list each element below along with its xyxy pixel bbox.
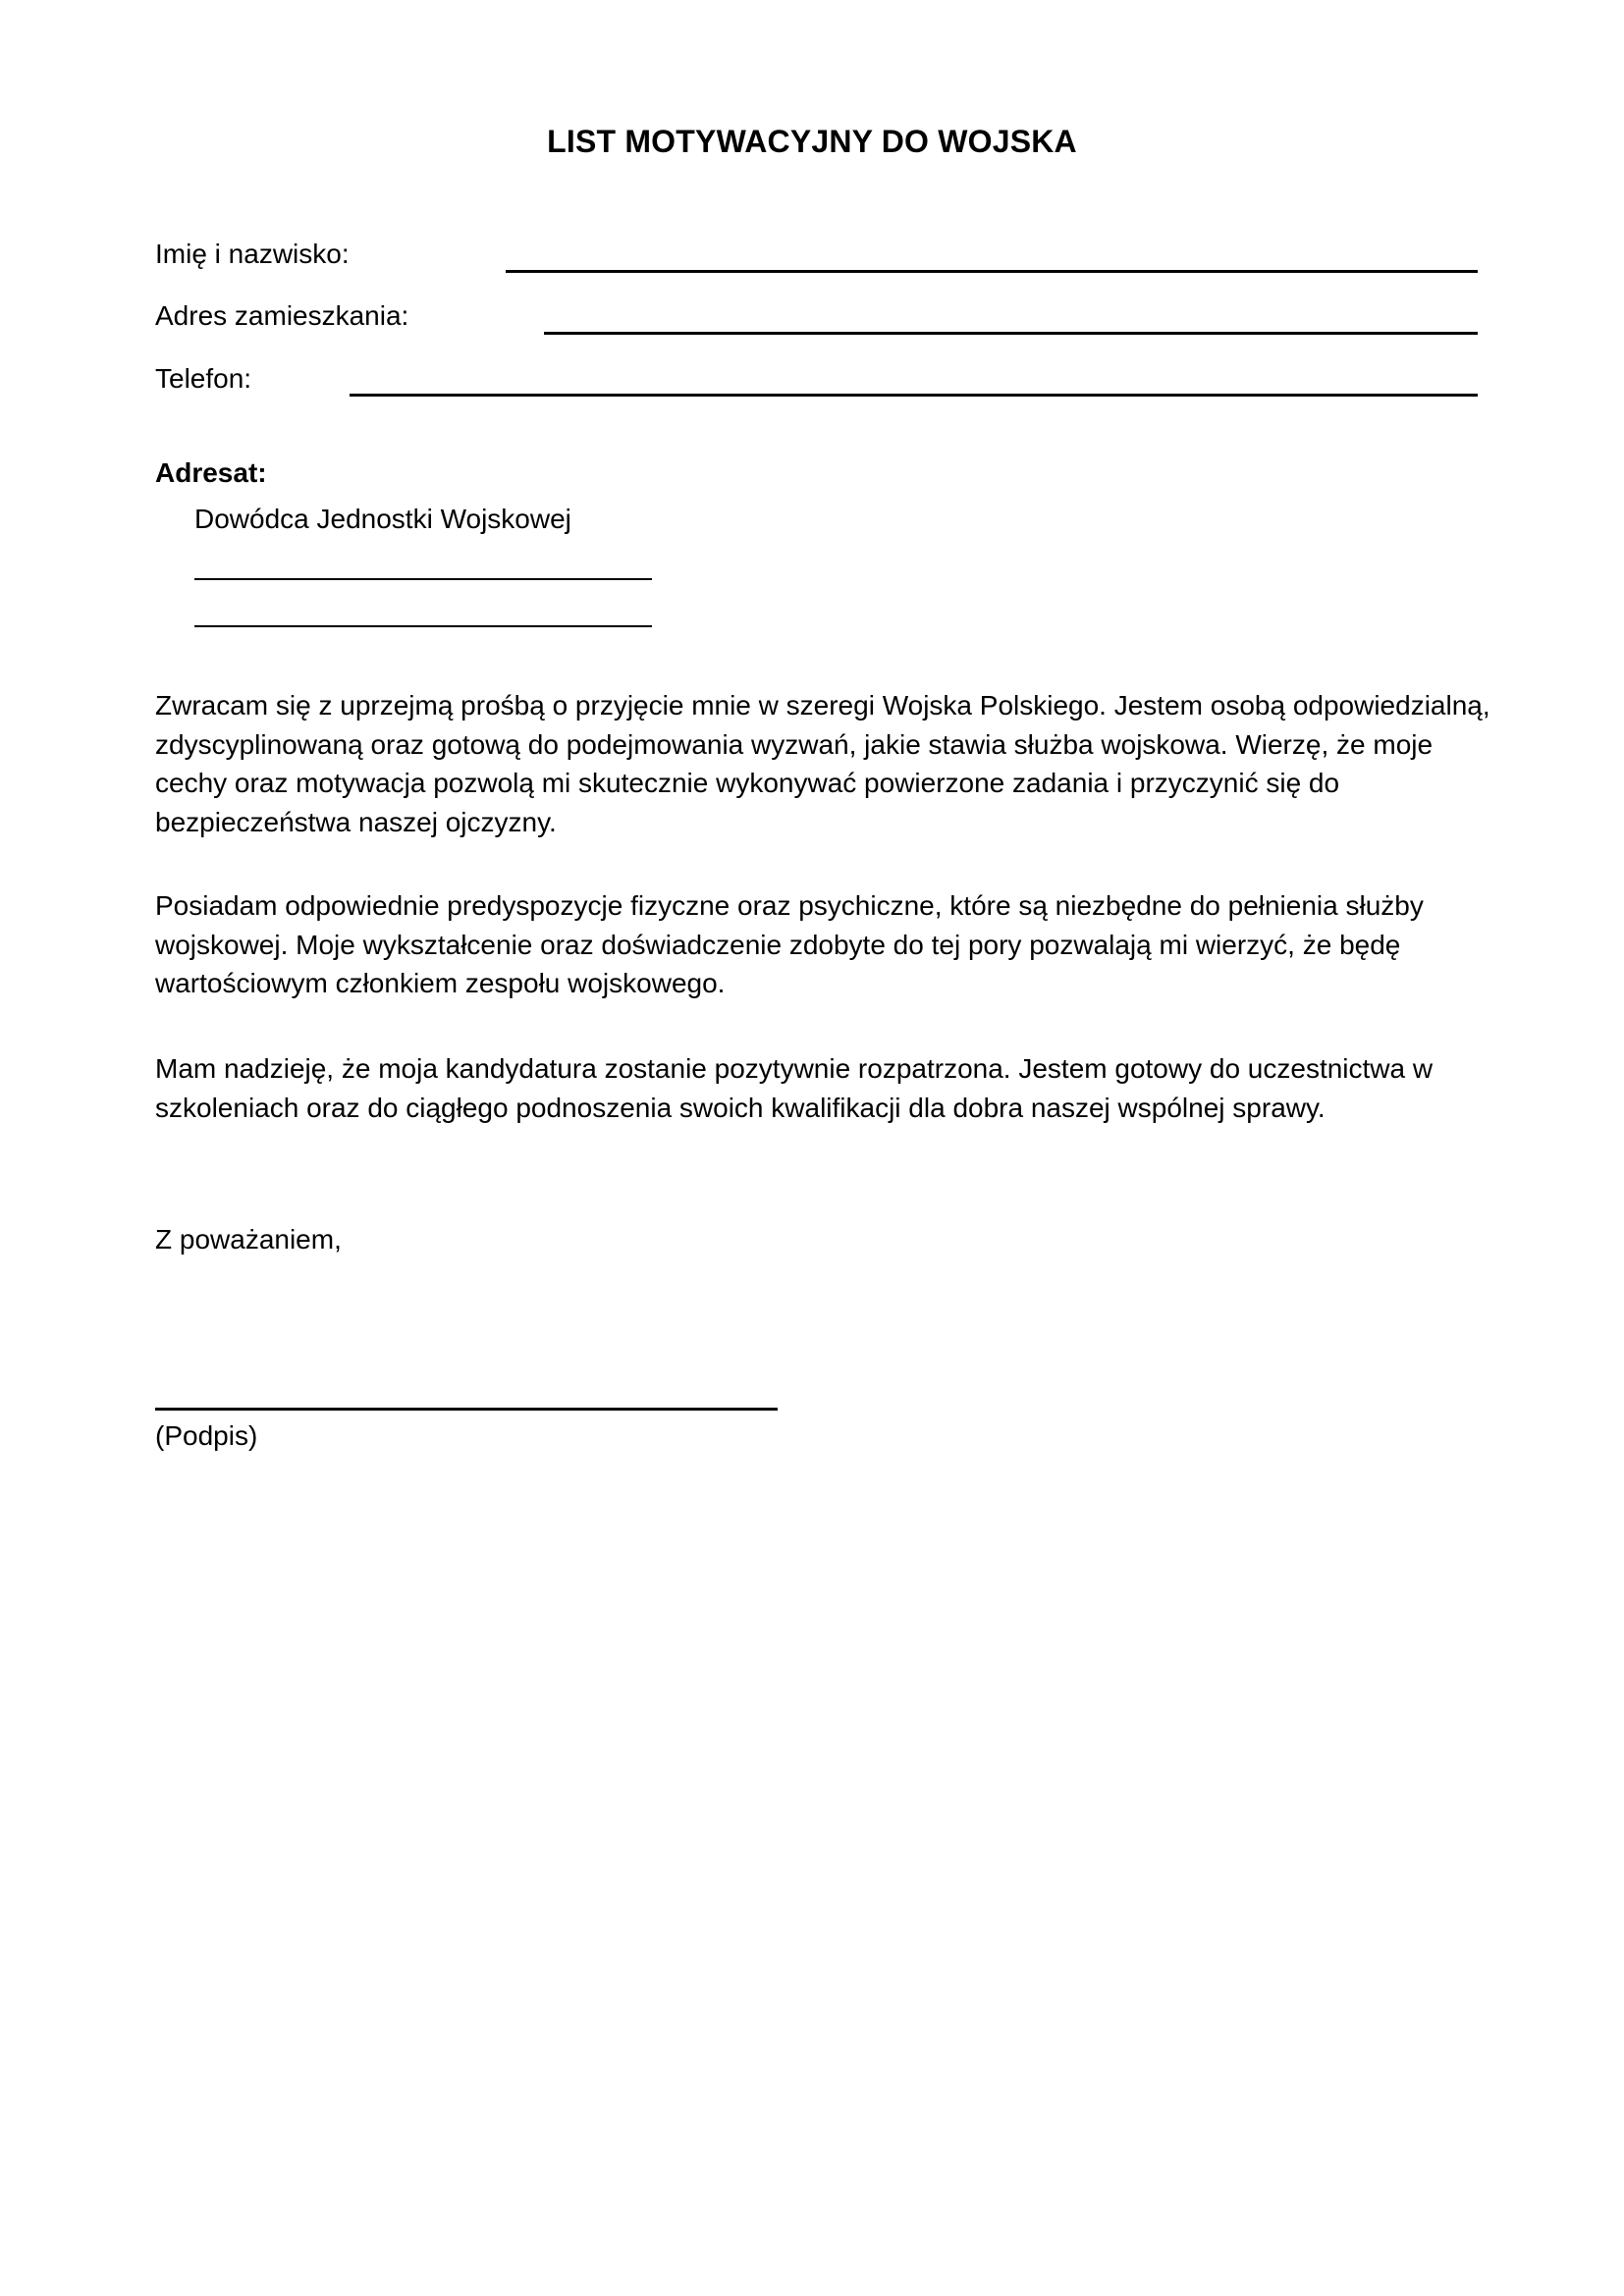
recipient-heading: Adresat:	[155, 457, 267, 488]
recipient-name: Dowódca Jednostki Wojskowej	[194, 504, 571, 534]
recipient-blank-line-1	[194, 578, 652, 580]
address-field-line	[544, 332, 1478, 335]
body-paragraph-3: Mam nadzieję, że moja kandydatura zostanie pozytywnie rozpatrzona. Jestem gotowy do uczestnictwa w szkoleniach oraz do ciągłego podnoszenia swoich kwalifikacji dla dobra naszej wspólnej sprawy.	[155, 1053, 1434, 1123]
address-field-label: Adres zamieszkania:	[155, 300, 409, 331]
name-field-line	[506, 270, 1478, 273]
name-field-label: Imię i nazwisko:	[155, 239, 350, 269]
signature-label: (Podpis)	[155, 1420, 258, 1451]
body-paragraph-1: Zwracam się z uprzejmą prośbą o przyjęcie mnie w szeregi Wojska Polskiego. Jestem osobą odpowiedzialną, zdyscyplinowaną oraz gotową do podejmowania wyzwań, jakie stawia służba wojskowa. Wierzę, że moje cechy oraz motywacja pozwolą mi skutecznie wykonywać powierzone zadania i przyczynić się do bezpieczeństwa naszej ojczyzny.	[155, 690, 1490, 837]
body-paragraph-2: Posiadam odpowiednie predyspozycje fizyczne oraz psychiczne, które są niezbędne do pełnienia służby wojskowej. Moje wykształcenie oraz doświadczenie zdobyte do tej pory pozwalają mi wierzyć, że będę wartościowym członkiem zespołu wojskowego.	[155, 890, 1424, 998]
phone-field-line	[350, 394, 1478, 397]
document-title: LIST MOTYWACYJNY DO WOJSKA	[547, 124, 1077, 159]
signature-line	[155, 1408, 778, 1411]
recipient-blank-line-2	[194, 625, 652, 627]
phone-field-label: Telefon:	[155, 363, 252, 394]
closing-text: Z poważaniem,	[155, 1224, 342, 1255]
